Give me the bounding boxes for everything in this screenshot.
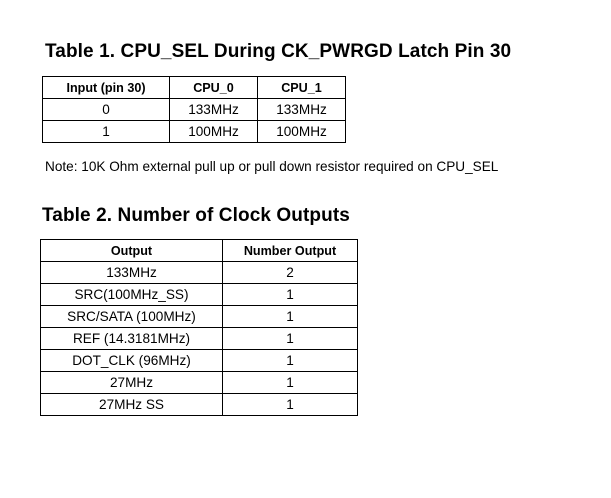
table-cell: 1 <box>223 372 358 394</box>
clock-outputs-table <box>40 239 358 416</box>
table-cell: 100MHz <box>258 121 346 143</box>
table2-title: Table 2. Number of Clock Outputs <box>42 205 350 226</box>
table-cell: 27MHz SS <box>41 394 223 416</box>
table-cell: 1 <box>223 394 358 416</box>
header-output: Output <box>41 240 223 262</box>
table1-title: Table 1. CPU_SEL During CK_PWRGD Latch Pin 30 <box>45 41 512 62</box>
table-cell: SRC(100MHz_SS) <box>41 284 223 306</box>
table-cell: 1 <box>223 306 358 328</box>
table-cell: 1 <box>223 350 358 372</box>
header-cpu0: CPU_0 <box>170 77 258 99</box>
header-input-pin30: Input (pin 30) <box>43 77 170 99</box>
table-row <box>43 121 346 143</box>
table-row <box>43 99 346 121</box>
table-cell: 2 <box>223 262 358 284</box>
table-cell: 133MHz <box>41 262 223 284</box>
table-row <box>41 372 358 394</box>
table-header-row <box>41 240 358 262</box>
table-cell: 0 <box>43 99 170 121</box>
table-row <box>41 394 358 416</box>
table-cell: REF (14.3181MHz) <box>41 328 223 350</box>
header-number-output: Number Output <box>223 240 358 262</box>
table-cell: 27MHz <box>41 372 223 394</box>
note-text: Note: 10K Ohm external pull up or pull down resistor required on CPU_SEL <box>45 159 499 174</box>
table-cell: DOT_CLK (96MHz) <box>41 350 223 372</box>
table-cell: 100MHz <box>170 121 258 143</box>
table-cell: 1 <box>43 121 170 143</box>
table-row <box>41 328 358 350</box>
table-row <box>41 306 358 328</box>
table-cell: SRC/SATA (100MHz) <box>41 306 223 328</box>
table-cell: 133MHz <box>258 99 346 121</box>
table-cell: 1 <box>223 328 358 350</box>
table-row <box>41 262 358 284</box>
cpu-sel-table <box>42 76 346 143</box>
table-row <box>41 350 358 372</box>
table-row <box>41 284 358 306</box>
table-header-row <box>43 77 346 99</box>
table-cell: 133MHz <box>170 99 258 121</box>
table-cell: 1 <box>223 284 358 306</box>
header-cpu1: CPU_1 <box>258 77 346 99</box>
